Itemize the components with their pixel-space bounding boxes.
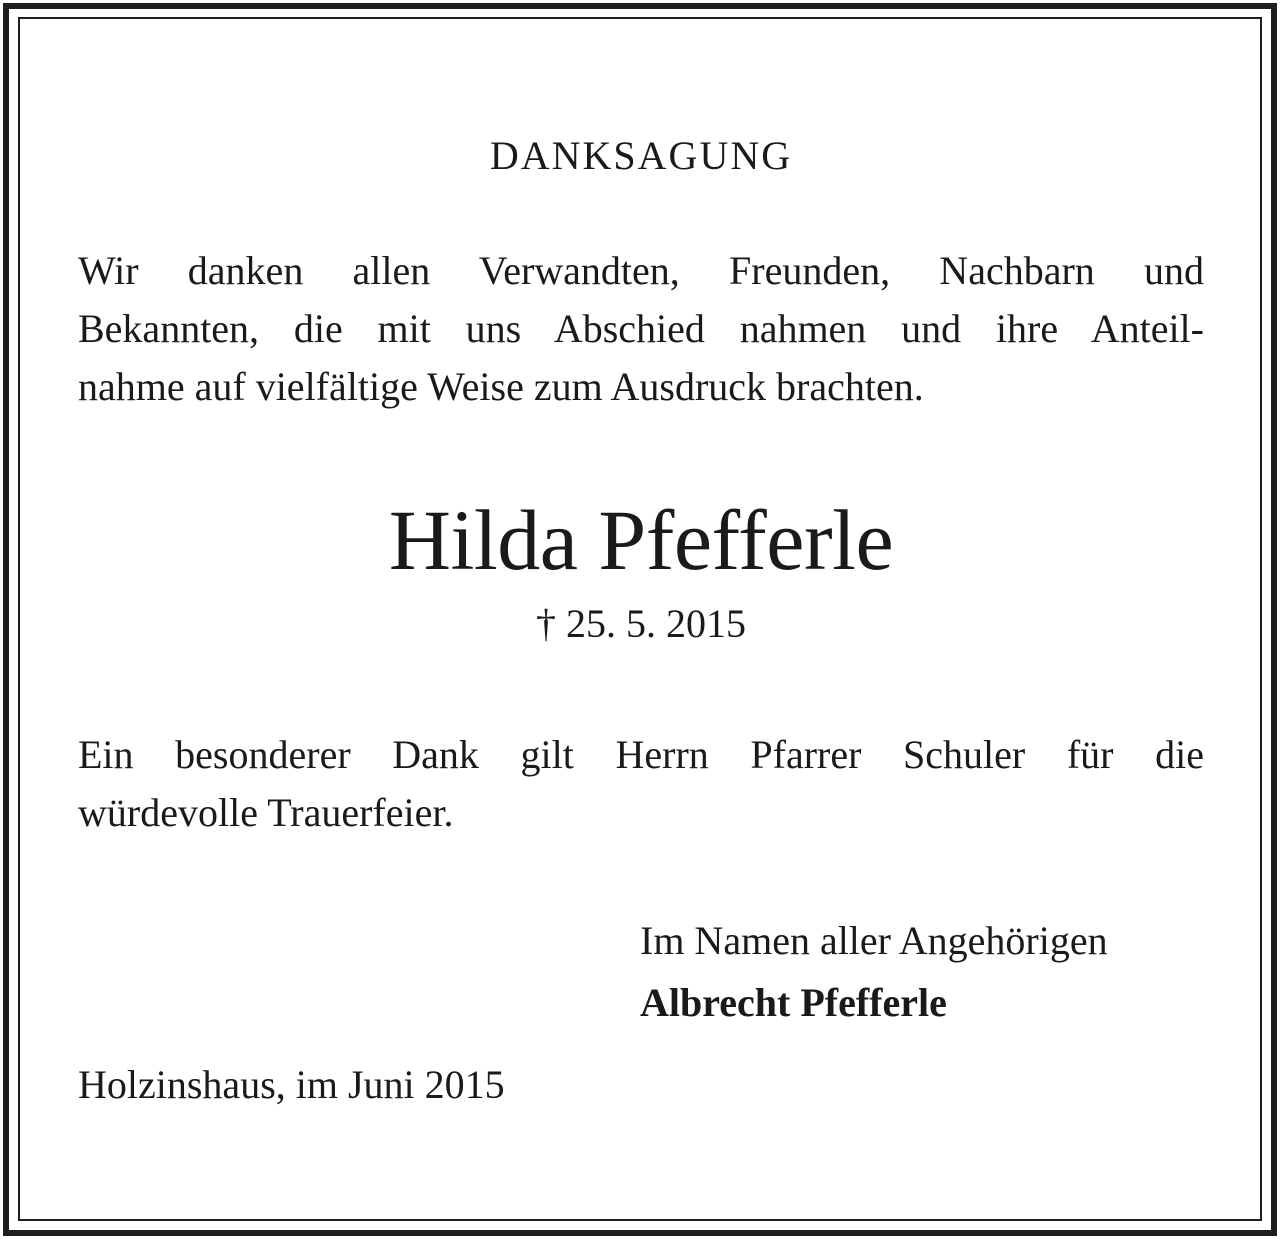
intro-line-3: nahme auf vielfältige Weise zum Ausdruck brachten. — [78, 364, 924, 409]
deceased-name: Hilda Pfefferle — [388, 492, 894, 588]
intro-line-1: Wir danken allen Verwandten, Freunden, Nachbarn und — [78, 248, 1204, 293]
place-and-date: Holzinshaus, im Juni 2015 — [78, 1062, 505, 1107]
death-date: † 25. 5. 2015 — [536, 601, 746, 646]
intro-paragraph — [78, 242, 1204, 416]
thanks-paragraph — [78, 726, 1204, 842]
thanks-line-2: würdevolle Trauerfeier. — [78, 790, 454, 835]
thanks-line-1: Ein besonderer Dank gilt Herrn Pfarrer Schuler für die — [78, 732, 1204, 777]
on-behalf-line: Im Namen aller Angehörigen — [640, 918, 1108, 963]
signature-block — [640, 910, 1204, 1034]
signer-name: Albrecht Pfefferle — [640, 980, 947, 1025]
intro-line-2: Bekannten, die mit uns Abschied nahmen und ihre Anteil- — [78, 306, 1204, 351]
notice-heading: DANKSAGUNG — [489, 133, 793, 178]
